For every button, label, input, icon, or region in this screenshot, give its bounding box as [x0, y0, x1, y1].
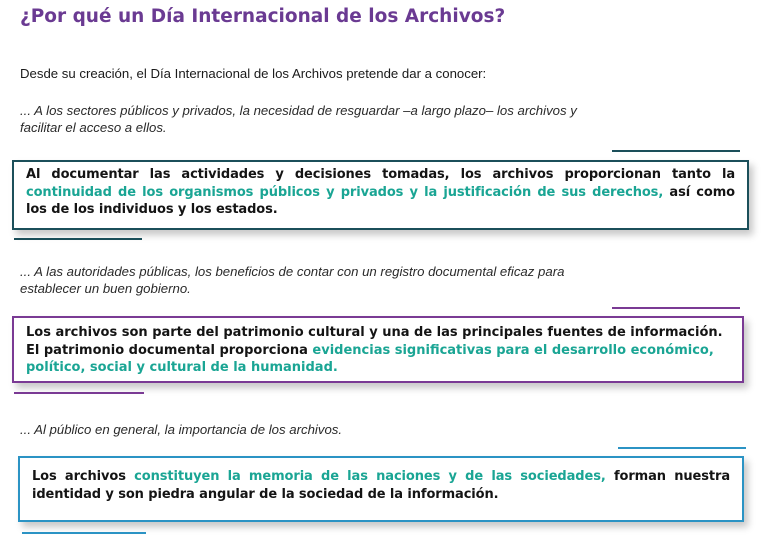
intro-text: Desde su creación, el Día Internacional de los Archivos pretende dar a conocer: [20, 66, 487, 81]
section-2-lead-line-2: establecer un buen gobierno. [20, 281, 191, 296]
section-2-callout-highlight: evidencias significativas para el desarrollo económico, político, social y cultural de la humanidad. [26, 342, 714, 375]
section-3-callout-part-2: forman nuestra identidad y son piedra angular de la sociedad de la información. [32, 469, 730, 502]
section-2-callout-part-1: Los archivos son parte del patrimonio cultural y una de las principales fuentes de información. [26, 325, 723, 340]
section-2-callout-text [26, 324, 730, 377]
section-2-lead-line-1: ... A las autoridades públicas, los beneficios de contar con un registro documental eficaz para [20, 264, 565, 279]
section-1-callout-part-1: Al documentar las actividades y decisiones tomadas, los archivos proporcionan tanto la [26, 167, 735, 182]
section-2-lead [20, 263, 720, 297]
section-3-callout-part-1: Los archivos [32, 469, 126, 484]
section-1-bottom-rule [14, 238, 142, 240]
section-1-callout-text [26, 166, 735, 219]
section-1-top-rule [612, 150, 740, 152]
page-title: ¿Por qué un Día Internacional de los Archivos? [20, 6, 506, 27]
section-3-callout-text [32, 468, 730, 503]
section-1-callout-box [12, 160, 749, 230]
section-1-callout-highlight: continuidad de los organismos públicos y privados y la justificación de sus derechos, [26, 184, 664, 200]
section-1-lead-line-2: facilitar el acceso a ellos. [20, 120, 167, 135]
section-3-bottom-rule [22, 532, 146, 534]
section-2-top-rule [612, 307, 740, 309]
section-3-lead-line-1: ... Al público en general, la importancia de los archivos. [20, 422, 343, 437]
section-1-callout-part-2: así como los de los individuos y los estados. [26, 184, 736, 217]
section-3-callout-box [18, 456, 744, 522]
section-2-callout-box [12, 316, 744, 383]
section-2-callout-part-2: El patrimonio documental proporciona [26, 342, 308, 358]
section-2-bottom-rule [14, 392, 144, 394]
section-3-lead [20, 421, 720, 438]
section-3-top-rule [618, 447, 746, 449]
section-3-callout-highlight: constituyen la memoria de las naciones y de las sociedades, [134, 469, 606, 484]
section-1-lead [20, 102, 720, 136]
section-1-lead-line-1: ... A los sectores públicos y privados, la necesidad de resguardar –a largo plazo– los archivos y [20, 103, 577, 118]
